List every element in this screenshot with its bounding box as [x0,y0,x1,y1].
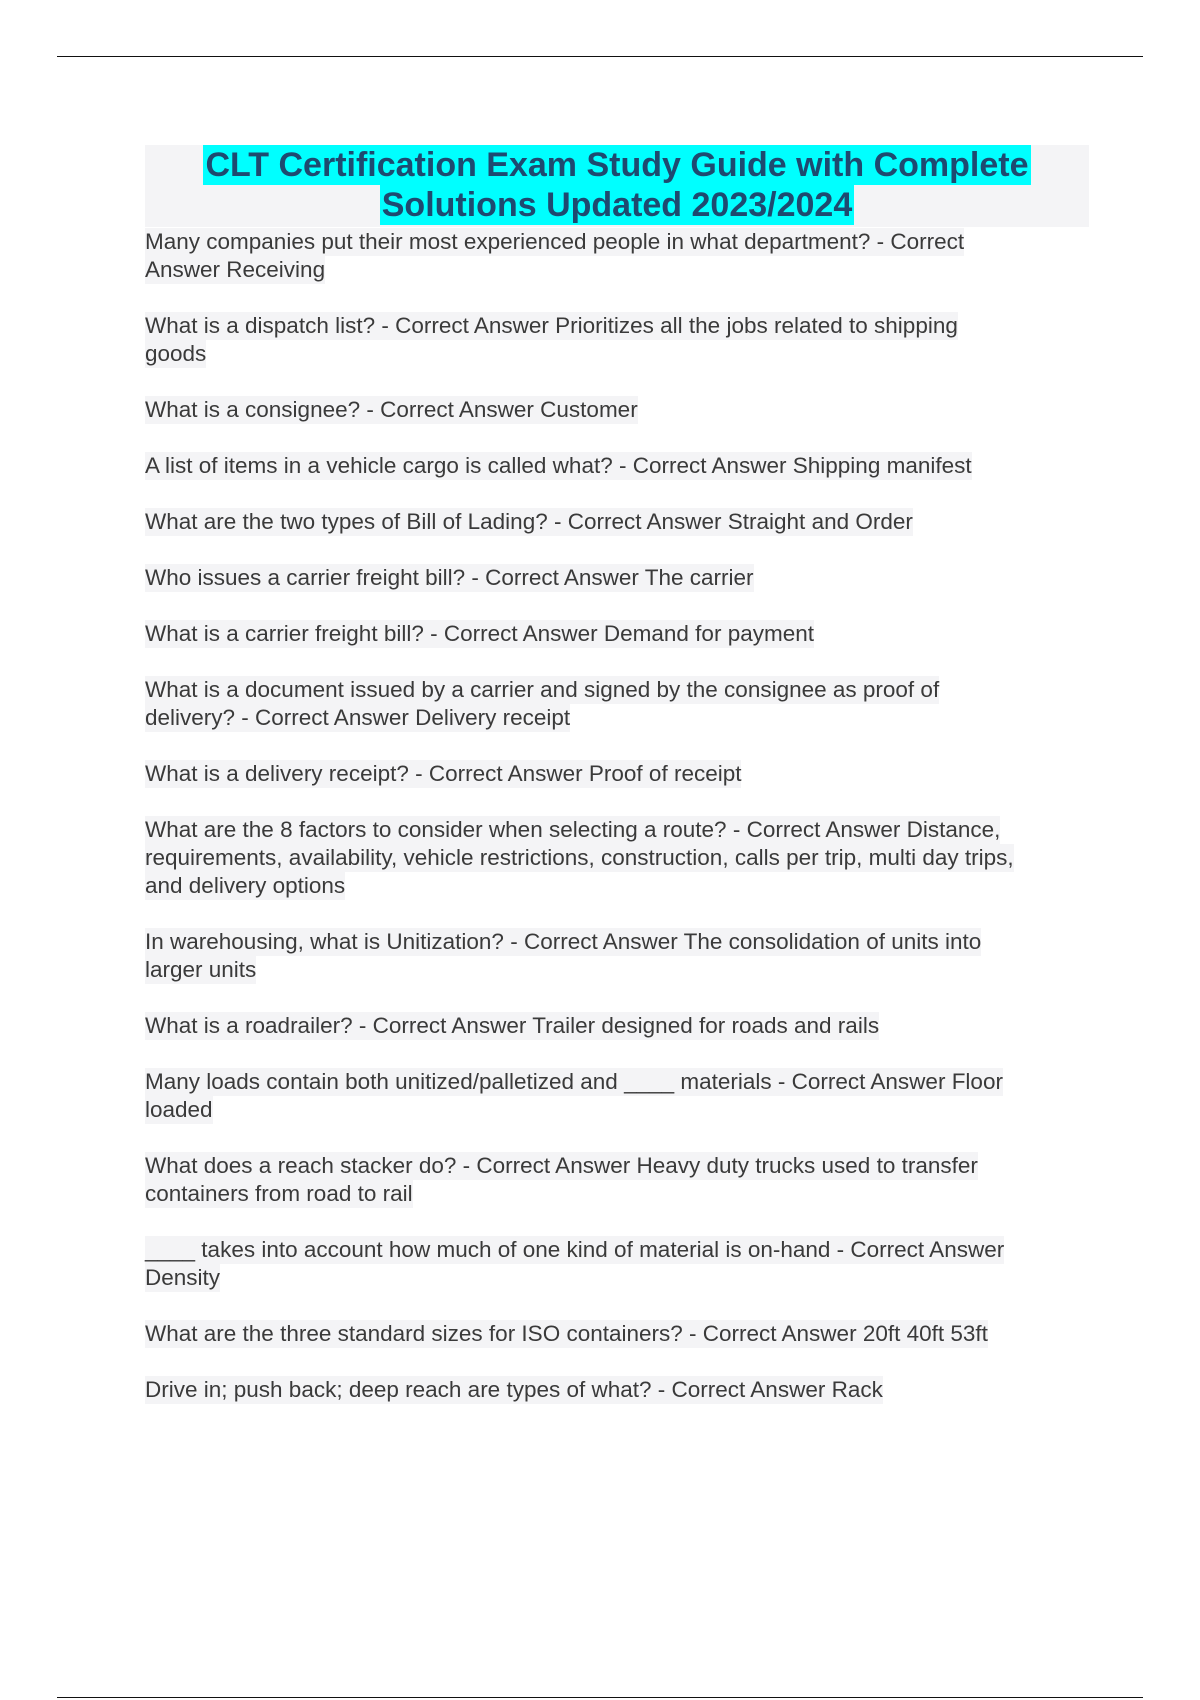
qa-item [145,1152,1089,1208]
qa-line-row [145,1264,1089,1292]
qa-line-row [145,760,1089,788]
qa-line-text: Many loads contain both unitized/palletized and ____ materials - Correct Answer Floor [145,1069,1003,1094]
qa-line-row [145,1012,1089,1040]
qa-line-row [145,872,1089,900]
qa-item [145,1376,1089,1404]
qa-line-text: What is a delivery receipt? - Correct Answer Proof of receipt [145,761,742,786]
qa-line-row [145,1068,1089,1096]
qa-line-row [145,312,1089,340]
qa-line-row [145,1236,1089,1264]
qa-line-row [145,508,1089,536]
qa-line-text: Drive in; push back; deep reach are types of what? - Correct Answer Rack [145,1377,883,1402]
qa-line-row [145,928,1089,956]
qa-line-row [145,1320,1089,1348]
qa-item [145,1320,1089,1348]
qa-line-text: containers from road to rail [145,1181,413,1206]
qa-line-text: Density [145,1265,221,1290]
qa-item [145,816,1089,900]
qa-line-text: What does a reach stacker do? - Correct Answer Heavy duty trucks used to transfer [145,1153,978,1178]
qa-line-text: What are the 8 factors to consider when selecting a route? - Correct Answer Distance, [145,817,1001,842]
qa-item [145,452,1089,480]
qa-line-text: ____ takes into account how much of one kind of material is on-hand - Correct Answer [145,1237,1005,1262]
qa-line-row [145,452,1089,480]
qa-line-row [145,396,1089,424]
qa-item [145,928,1089,984]
qa-line-row [145,704,1089,732]
qa-line-row [145,956,1089,984]
qa-line-text: What is a roadrailer? - Correct Answer Trailer designed for roads and rails [145,1013,880,1038]
title-line-1-text: CLT Certification Exam Study Guide with Complete [205,146,1029,184]
question-answer-list [145,228,1089,1432]
qa-line-row [145,1152,1089,1180]
qa-line-row [145,1096,1089,1124]
qa-line-row [145,1376,1089,1404]
qa-line-row [145,844,1089,872]
page-top-rule [57,56,1143,57]
qa-line-text: In warehousing, what is Unitization? - Correct Answer The consolidation of units into [145,929,982,954]
title-line-1 [145,145,1089,185]
qa-item [145,1012,1089,1040]
qa-item [145,508,1089,536]
qa-line-text: Who issues a carrier freight bill? - Correct Answer The carrier [145,565,754,590]
qa-item [145,760,1089,788]
title-line-2 [145,185,1089,225]
qa-line-row [145,564,1089,592]
qa-line-row [145,816,1089,844]
qa-line-row [145,1180,1089,1208]
qa-item [145,1068,1089,1124]
qa-item [145,396,1089,424]
qa-item [145,564,1089,592]
qa-line-text: What is a dispatch list? - Correct Answer Prioritizes all the jobs related to shipping [145,313,958,338]
qa-line-row [145,340,1089,368]
qa-line-row [145,228,1089,256]
qa-item [145,1236,1089,1292]
qa-line-text: What is a document issued by a carrier and signed by the consignee as proof of [145,677,940,702]
qa-line-row [145,676,1089,704]
qa-item [145,228,1089,284]
qa-line-text: What are the three standard sizes for ISO containers? - Correct Answer 20ft 40ft 53ft [145,1321,988,1346]
page-bottom-rule [57,1697,1143,1698]
qa-line-text: A list of items in a vehicle cargo is called what? - Correct Answer Shipping manifest [145,453,972,478]
qa-line-text: delivery? - Correct Answer Delivery receipt [145,705,571,730]
qa-line-text: goods [145,341,207,366]
qa-line-text: loaded [145,1097,213,1122]
title-line-2-text: Solutions Updated 2023/2024 [381,186,853,224]
qa-line-row [145,620,1089,648]
qa-item [145,312,1089,368]
qa-line-row [145,256,1089,284]
qa-line-text: Many companies put their most experienced people in what department? - Correct [145,229,965,254]
qa-line-text: larger units [145,957,257,982]
qa-line-text: What is a carrier freight bill? - Correct Answer Demand for payment [145,621,814,646]
qa-line-text: and delivery options [145,873,346,898]
qa-line-text: What is a consignee? - Correct Answer Customer [145,397,638,422]
qa-item [145,676,1089,732]
document-title [145,145,1089,227]
qa-item [145,620,1089,648]
qa-line-text: What are the two types of Bill of Lading? - Correct Answer Straight and Order [145,509,913,534]
qa-line-text: Answer Receiving [145,257,326,282]
qa-line-text: requirements, availability, vehicle restrictions, construction, calls per trip, multi day trips, [145,845,1014,870]
